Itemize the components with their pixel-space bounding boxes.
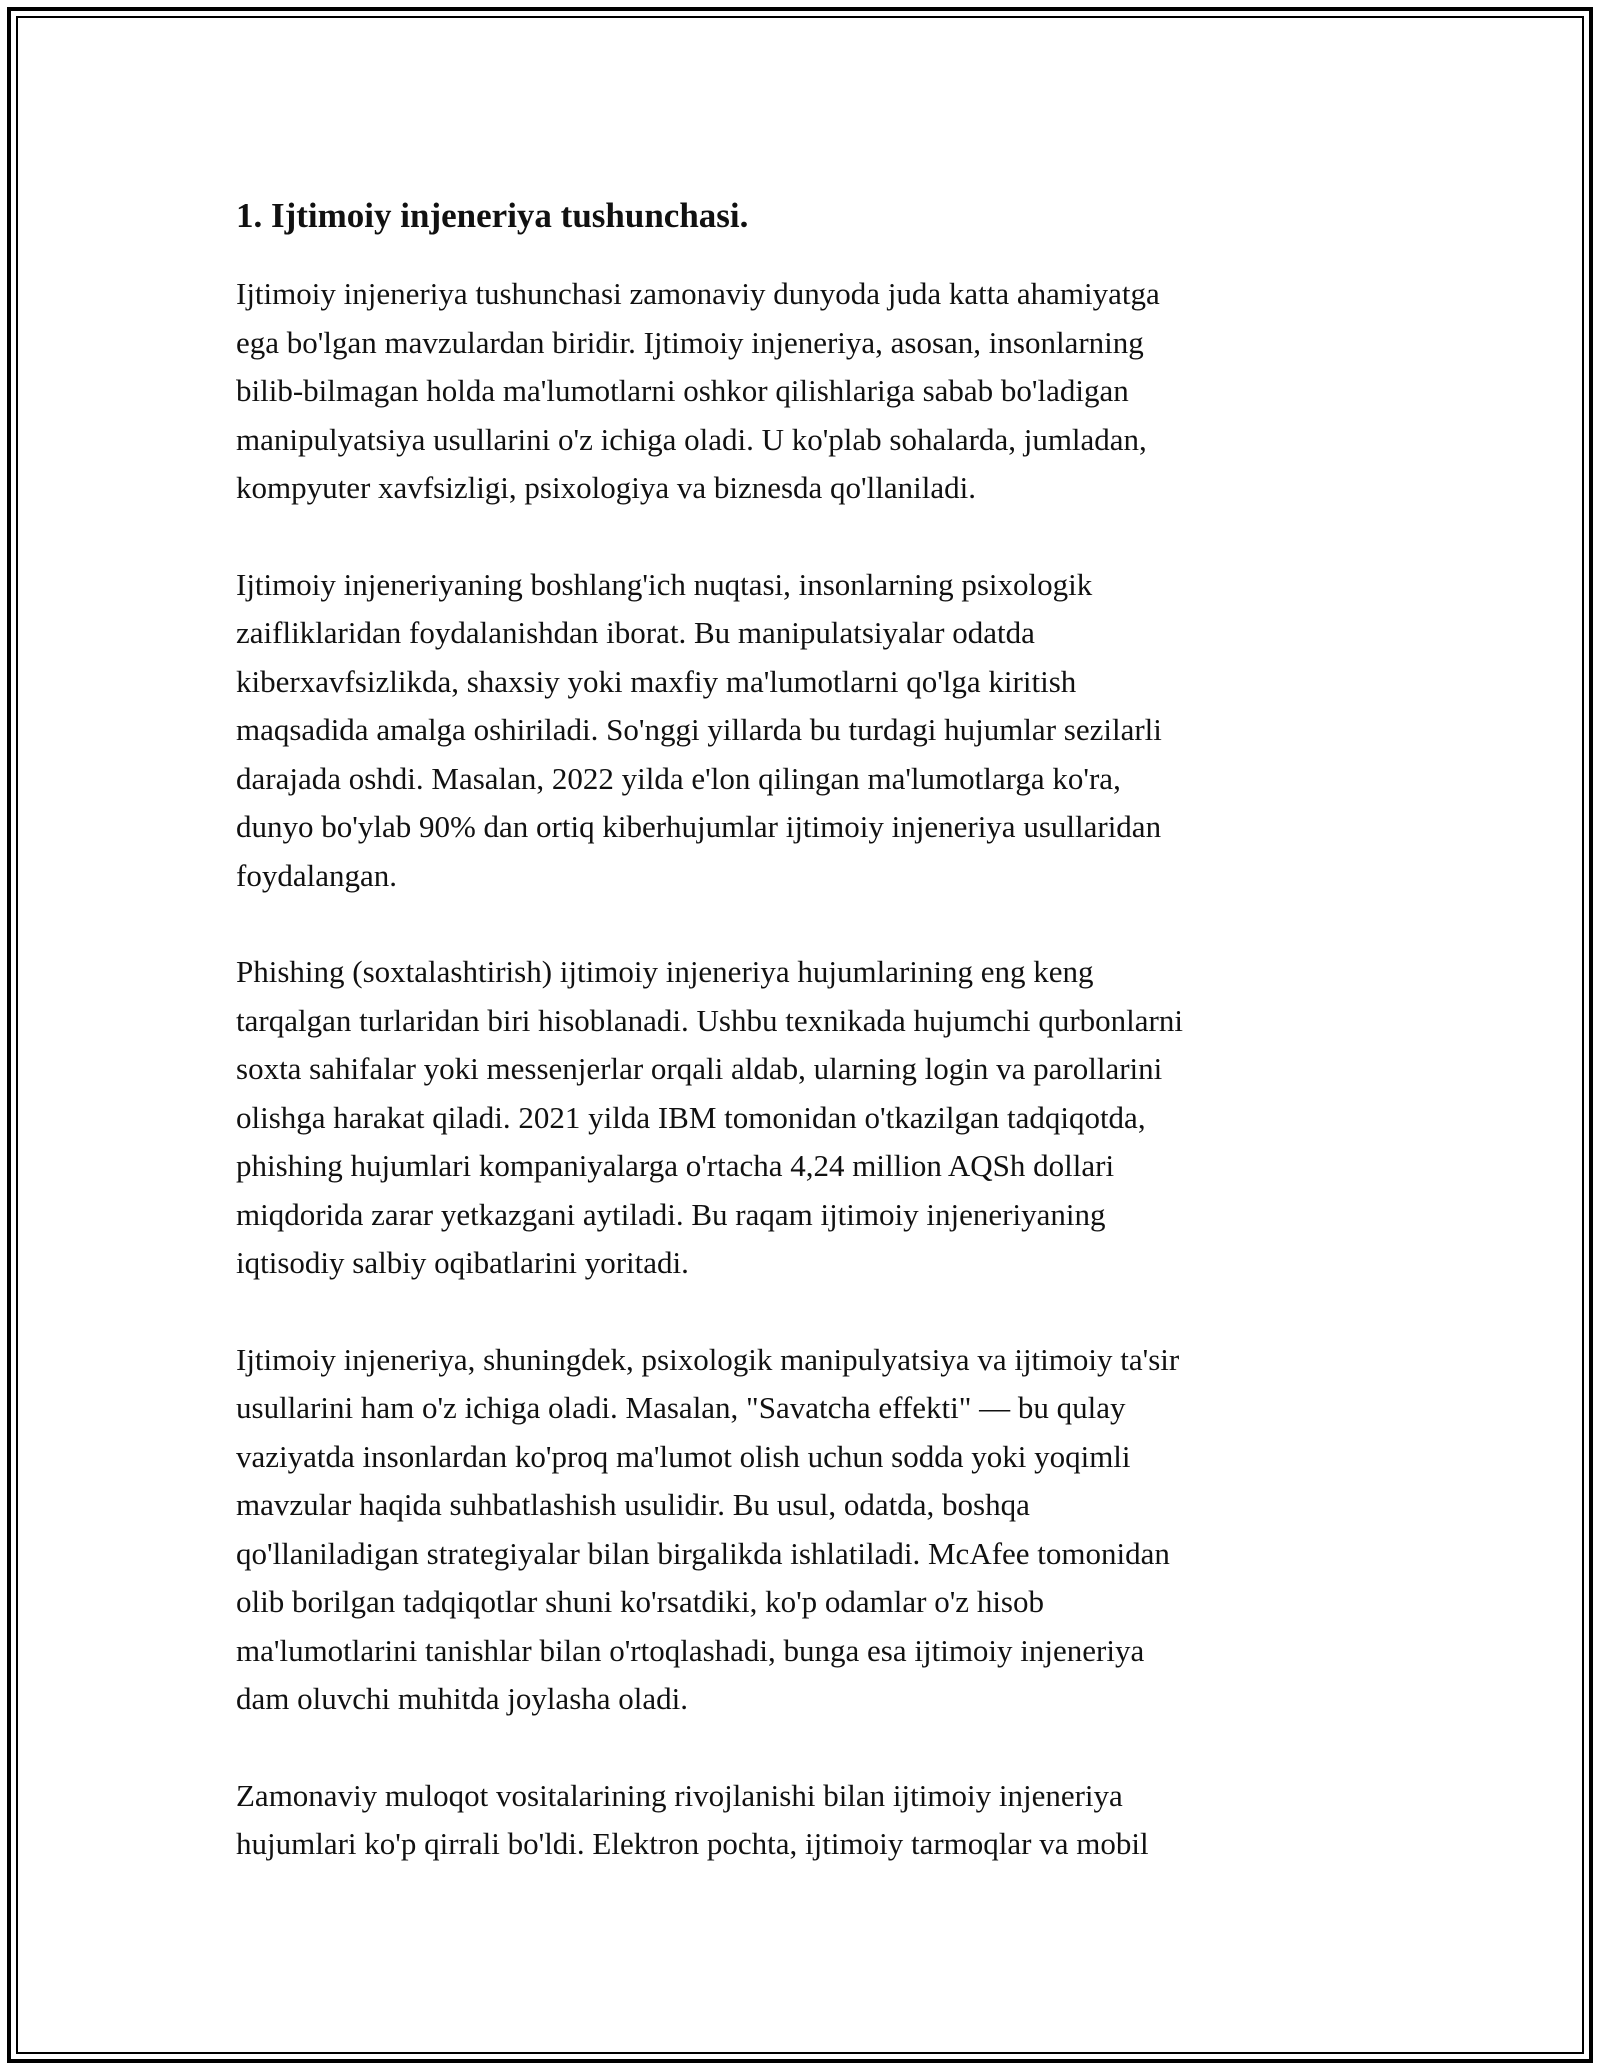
text-line: maqsadida amalga oshiriladi. So'nggi yillarda bu turdagi hujumlar sezilarli (236, 712, 1162, 747)
text-line: hujumlari ko'p qirrali bo'ldi. Elektron pochta, ijtimoiy tarmoqlar va mobil (236, 1826, 1149, 1861)
paragraph-5 (236, 1772, 1366, 1869)
text-line: olishga harakat qiladi. 2021 yilda IBM tomonidan o'tkazilgan tadqiqotda, (236, 1099, 1146, 1135)
text-line: darajada oshdi. Masalan, 2022 yilda e'lon qilingan ma'lumotlarga ko'ra, (236, 760, 1121, 796)
section-heading: 1. Ijtimoiy injeneriya tushunchasi. (236, 196, 749, 235)
text-line: Ijtimoiy injeneriya, shuningdek, psixologik manipulyatsiya va ijtimoiy ta'sir (236, 1341, 1180, 1377)
text-line: phishing hujumlari kompaniyalarga o'rtacha 4,24 million AQSh dollari (236, 1148, 1115, 1183)
text-line: Ijtimoiy injeneriyaning boshlang'ich nuqtasi, insonlarning psixologik (236, 566, 1093, 602)
text-line: olib borilgan tadqiqotlar shuni ko'rsatdiki, ko'p odamlar o'z hisob (236, 1584, 1044, 1619)
text-line: vaziyatda insonlardan ko'proq ma'lumot olish uchun sodda yoki yoqimli (236, 1438, 1131, 1474)
text-line: kiberxavfsizlikda, shaxsiy yoki maxfiy ma'lumotlarni qo'lga kiritish (236, 663, 1077, 699)
paragraph-4 (236, 1336, 1366, 1724)
text-line: soxta sahifalar yoki messenjerlar orqali aldab, ularning login va parollarini (236, 1051, 1163, 1086)
text-line: dam oluvchi muhitda joylasha oladi. (236, 1681, 688, 1716)
text-line: foydalangan. (236, 857, 397, 893)
text-line: Zamonaviy muloqot vositalarining rivojlanishi bilan ijtimoiy injeneriya (236, 1777, 1123, 1813)
text-line: miqdorida zarar yetkazgani aytiladi. Bu raqam ijtimoiy injeneriyaning (236, 1196, 1106, 1232)
text-line: usullarini ham o'z ichiga oladi. Masalan, "Savatcha effekti" — bu qulay (236, 1390, 1126, 1425)
paragraph-3 (236, 948, 1366, 1288)
text-line: Phishing (soxtalashtirish) ijtimoiy injeneriya hujumlarining eng keng (236, 954, 1094, 989)
text-line: manipulyatsiya usullarini o'z ichiga oladi. U ko'plab sohalarda, jumladan, (236, 421, 1147, 457)
text-line: dunyo bo'ylab 90% dan ortiq kiberhujumlar ijtimoiy injeneriya usullaridan (236, 809, 1162, 844)
document-body (236, 186, 1366, 1917)
text-line: ega bo'lgan mavzulardan biridir. Ijtimoiy injeneriya, asosan, insonlarning (236, 324, 1144, 360)
paragraph-2 (236, 561, 1366, 901)
text-line: zaifliklaridan foydalanishdan iborat. Bu manipulatsiyalar odatda (236, 615, 1035, 650)
text-line: bilib-bilmagan holda ma'lumotlarni oshkor qilishlariga sabab bo'ladigan (236, 373, 1129, 408)
text-line: kompyuter xavfsizligi, psixologiya va biznesda qo'llaniladi. (236, 470, 976, 505)
text-line: iqtisodiy salbiy oqibatlarini yoritadi. (236, 1245, 689, 1280)
text-line: mavzular haqida suhbatlashish usulidir. Bu usul, odatda, boshqa (236, 1487, 1030, 1522)
text-line: tarqalgan turlaridan biri hisoblanadi. Ushbu texnikada hujumchi qurbonlarni (236, 1002, 1183, 1038)
text-line: Ijtimoiy injeneriya tushunchasi zamonaviy dunyoda juda katta ahamiyatga (236, 276, 1160, 311)
text-line: ma'lumotlarini tanishlar bilan o'rtoqlashadi, bunga esa ijtimoiy injeneriya (236, 1632, 1145, 1668)
paragraph-1 (236, 270, 1366, 513)
text-line: qo'llaniladigan strategiyalar bilan birgalikda ishlatiladi. McAfee tomonidan (236, 1535, 1170, 1571)
